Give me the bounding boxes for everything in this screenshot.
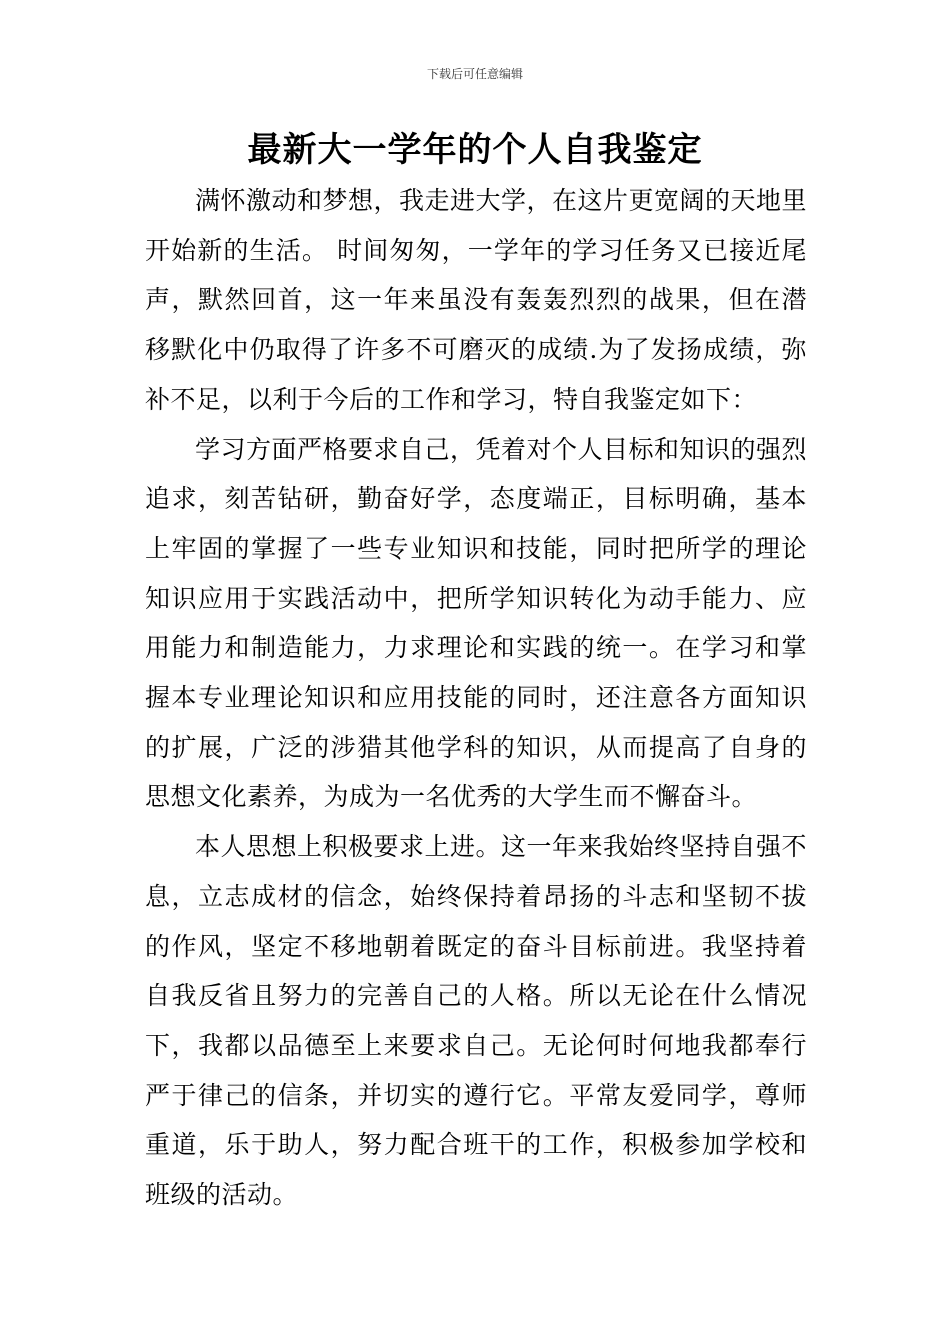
document-body — [145, 176, 807, 1220]
header-note: 下载后可任意编辑 — [426, 67, 523, 81]
document-title: 最新大一学年的个人自我鉴定 — [247, 130, 703, 170]
paragraph-intro: 满怀激动和梦想，我走进大学，在这片更宽阔的天地里开始新的生活。 时间匆匆，一学年的学习任务又已接近尾声，默然回首，这一年来虽没有轰轰烈烈的战果，但在潜移默化中仍取得了许多不可磨灭的成绩.为了发扬成绩，弥补不足，以利于今后的工作和学习，特自我鉴定如下： — [145, 186, 808, 414]
paragraph-thought: 本人思想上积极要求上进。这一年来我始终坚持自强不息，立志成材的信念，始终保持着昂扬的斗志和坚韧不拔的作风，坚定不移地朝着既定的奋斗目标前进。我坚持着自我反省且努力的完善自己的人格。所以无论在什么情况下，我都以品德至上来要求自己。无论何时何地我都奉行严于律己的信条，并切实的遵行它。平常友爱同学，尊师重道，乐于助人，努力配合班干的工作，积极参加学校和班级的活动。 — [145, 832, 808, 1210]
paragraph-study: 学习方面严格要求自己，凭着对个人目标和知识的强烈追求，刻苦钻研，勤奋好学，态度端正，目标明确，基本上牢固的掌握了一些专业知识和技能，同时把所学的理论知识应用于实践活动中，把所学知识转化为动手能力、应用能力和制造能力，力求理论和实践的统一。在学习和掌握本专业理论知识和应用技能的同时，还注意各方面知识的扩展，广泛的涉猎其他学科的知识，从而提高了自身的思想文化素养，为成为一名优秀的大学生而不懈奋斗。 — [145, 434, 808, 812]
